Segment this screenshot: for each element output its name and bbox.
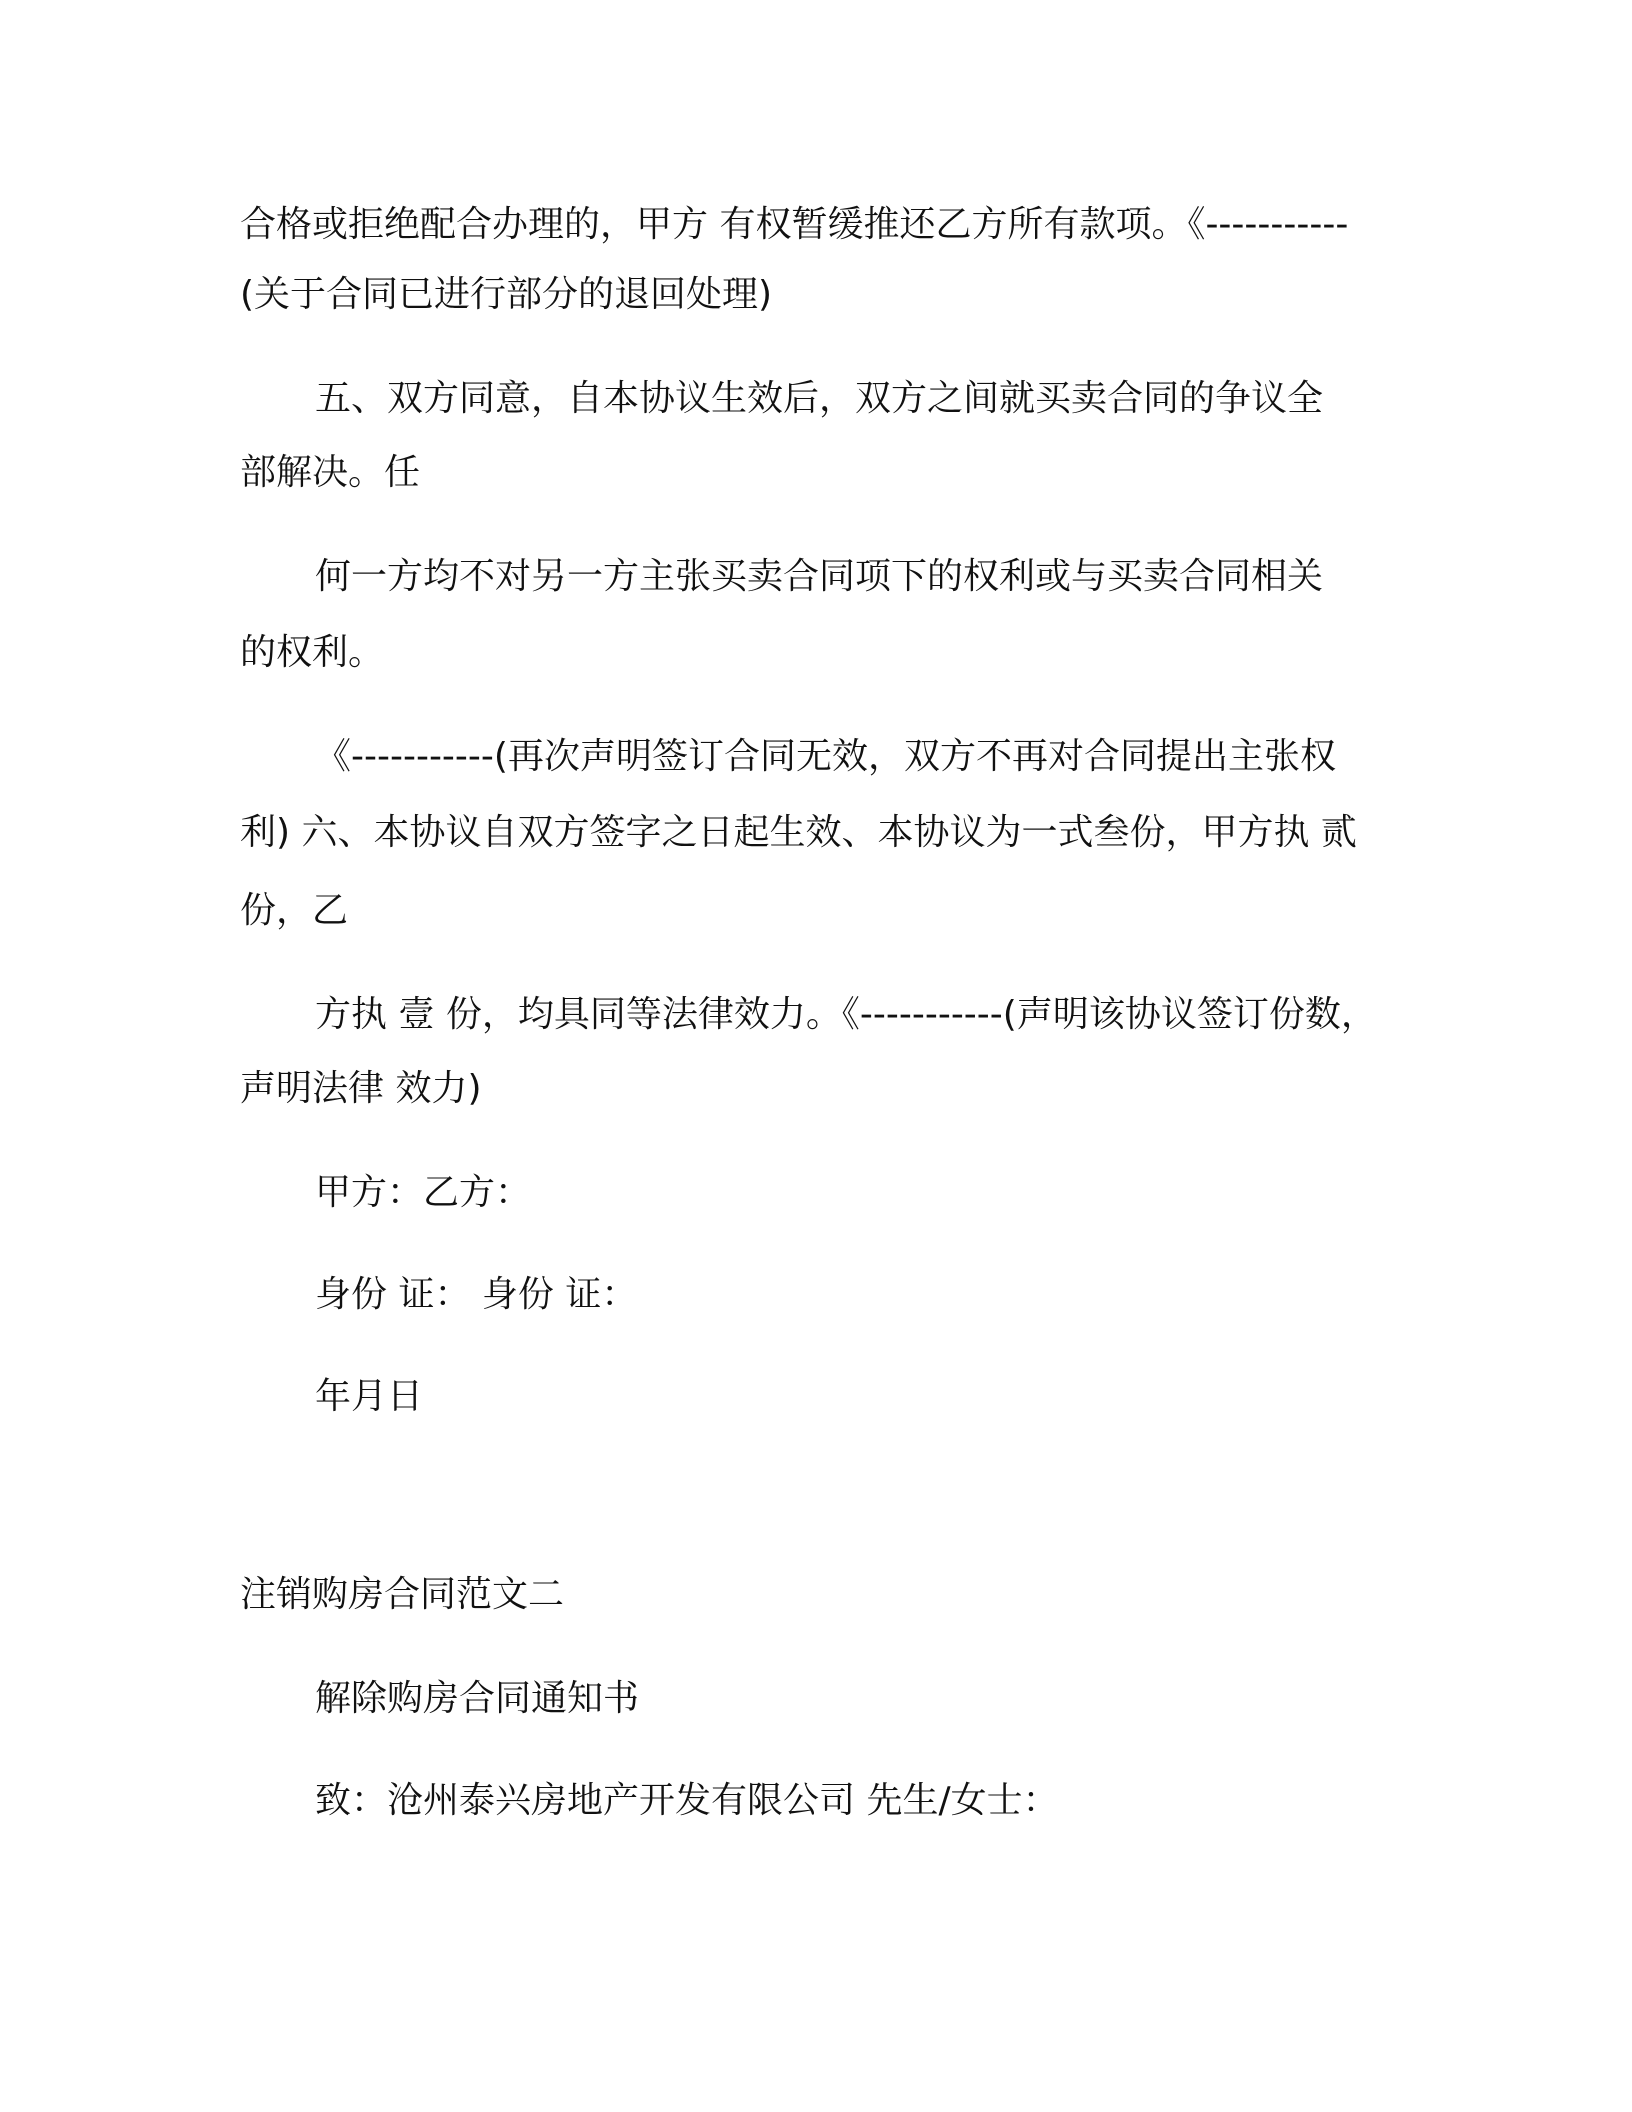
text-line: 部解决。任 [240,452,421,493]
text-line: 利) 六、本协议自双方签字之日起生效、本协议为一式叁份，甲方执 贰 [240,812,1357,853]
notice-title: 解除购房合同通知书 [315,1678,640,1719]
text-line: 五、双方同意，自本协议生效后，双方之间就买卖合同的争议全 [315,378,1324,419]
section-title: 注销购房合同范文二 [240,1574,565,1615]
text-line: 合格或拒绝配合办理的，甲方 有权暂缓推还乙方所有款项。《----------- [240,204,1349,245]
text-line: 的权利。 [240,632,385,673]
text-line: 份，乙 [240,890,349,931]
signature-parties: 甲方：乙方： [315,1172,532,1213]
text-line: 方执 壹 份，均具同等法律效力。《-----------(声明该协议签订份数， [315,994,1377,1035]
text-line: 声明法律 效力) [240,1068,482,1109]
text-line: 何一方均不对另一方主张买卖合同项下的权利或与买卖合同相关 [315,556,1324,597]
date-field: 年月日 [315,1376,424,1417]
text-line: (关于合同已进行部分的退回处理) [240,274,773,315]
notice-recipient: 致：沧州泰兴房地产开发有限公司 先生/女士： [315,1780,1059,1821]
text-line: 《-----------(再次声明签订合同无效，双方不再对合同提出主张权 [315,736,1336,777]
id-card-fields: 身份 证： 身份 证： [315,1274,638,1315]
